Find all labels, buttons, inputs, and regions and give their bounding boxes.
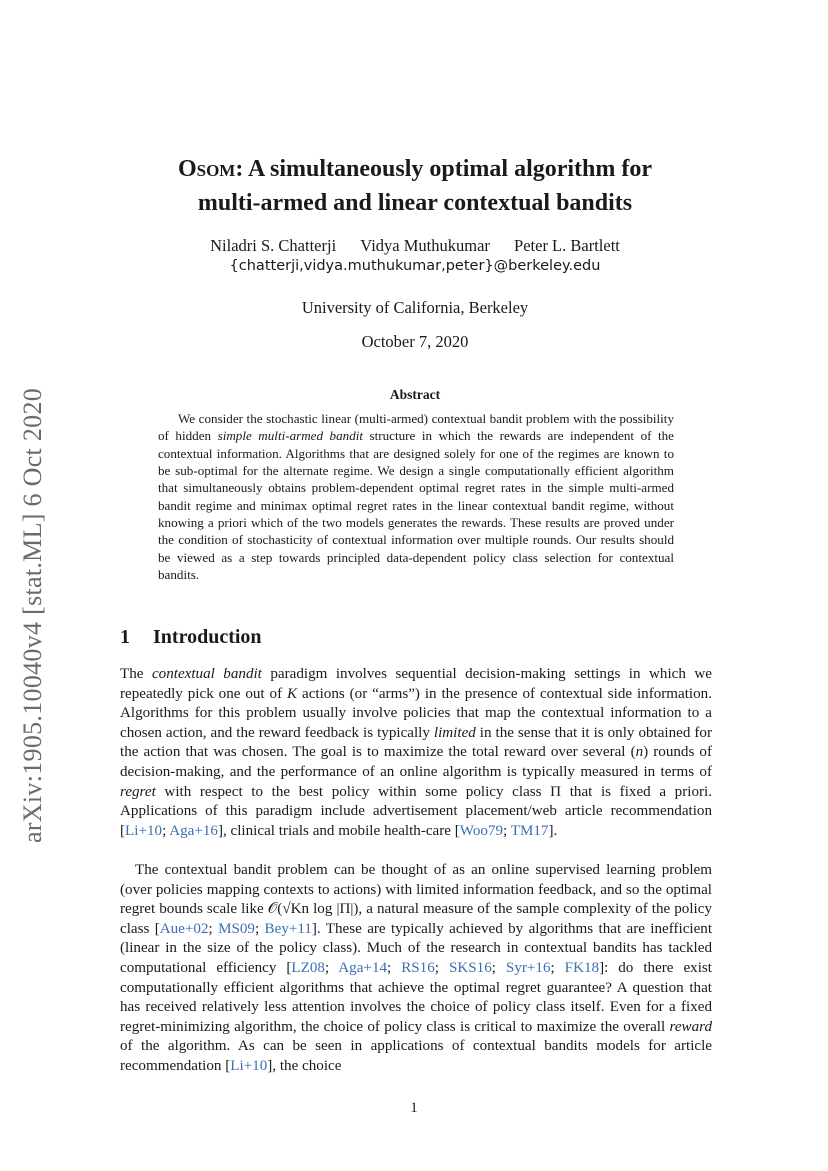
author-3: Peter L. Bartlett [514, 236, 620, 255]
author-1: Niladri S. Chatterji [210, 236, 337, 255]
citation-link[interactable]: RS16 [401, 959, 435, 976]
paper-title [100, 152, 730, 220]
citation-link[interactable]: MS09 [218, 920, 255, 937]
citation-link[interactable]: Syr+16 [505, 959, 551, 976]
citation-link[interactable]: Aga+14 [338, 959, 388, 976]
paper-date: October 7, 2020 [361, 332, 469, 351]
author-emails: {chatterji,vidya.muthukumar,peter}@berkeley.edu [229, 258, 601, 274]
title-line2: multi-armed and linear contextual bandits [197, 190, 633, 216]
abstract-body: We consider the stochastic linear (multi-armed) contextual bandit problem with the possibility of hidden simple multi-armed bandit structure in which the rewards are independent of the contextual information. Algorithms that are designed solely for one of the regimes are known to be sub-optimal for the alternate regime. We design a single computationally efficient algorithm that simultaneously obtains problem-dependent optimal regret rates in the simple multi-armed bandit regime and minimax optimal regret rates in the linear contextual bandit regime, without knowing a priori which of the two models generates the rewards. These results are proved under the condition of stochasticity of contextual information over multiple rounds. Our results should be viewed as a step towards principled data-dependent policy class selection for contextual bandits. [158, 411, 674, 583]
citation-link[interactable]: Li+10 [230, 1057, 268, 1074]
citation-link[interactable]: FK18 [564, 959, 600, 976]
citation-link[interactable]: Aue+02 [159, 920, 209, 937]
author-2: Vidya Muthukumar [360, 236, 490, 255]
page-number: 1 [410, 1100, 418, 1116]
affiliation: University of California, Berkeley [301, 298, 529, 317]
section-heading [120, 626, 262, 649]
section-number: 1 [120, 626, 130, 648]
arxiv-identifier: arXiv:1905.10040v4 [stat.ML] 6 Oct 2020 [18, 387, 47, 843]
author-list [100, 236, 730, 256]
section-title: Introduction [153, 626, 262, 648]
abstract-heading: Abstract [389, 387, 441, 402]
citation-link[interactable]: Woo79 [459, 822, 504, 839]
intro-paragraph-2: The contextual bandit problem can be thought of as an online supervised learning problem (over policies mapping contexts to actions) with limited information feedback, and so the optimal regret bounds scale like 𝒪(√Kn log |Π|), a natural measure of the sample complexity of the policy class [Aue+02; MS09; Bey+11]. These are typically achieved by algorithms that are inefficient (linear in the size of the policy class). Much of the research in contextual bandits has tackled computational efficiency [LZ08; Aga+14; RS16; SKS16; Syr+16; FK18]: do there exist computationally efficient algorithms that achieve the optimal regret guarantee? A question that has received relatively less attention involves the choice of policy class itself. Even for a fixed regret-minimizing algorithm, the choice of policy class is critical to maximize the overall reward of the algorithm. As can be seen in applications of contextual bandits models for article recommendation [Li+10], the choice [120, 862, 713, 1074]
citation-link[interactable]: Bey+11 [264, 920, 312, 937]
intro-paragraph-1: The contextual bandit paradigm involves sequential decision-making settings in which we repeatedly pick one out of K actions (or “arms”) in the presence of contextual side information. Algorithms for this problem usually involve policies that map the contextual information to a chosen action, and the reward feedback is typically limited in the sense that it is only obtained for the action that was chosen. The goal is to maximize the total reward over several (n) rounds of decision-making, and the performance of an online algorithm is typically measured in terms of regret with respect to the best policy within some policy class Π that is fixed a priori. Applications of this paradigm include advertisement placement/web article recommendation [Li+10; Aga+16], clinical trials and mobile health-care [Woo79; TM17]. [120, 666, 713, 839]
citation-link[interactable]: Aga+16 [169, 822, 218, 839]
citation-link[interactable]: LZ08 [291, 959, 325, 976]
regret-formula: 𝒪(√Kn log |Π|) [267, 901, 359, 918]
citation-link[interactable]: Li+10 [125, 822, 163, 839]
title-line1: : A simultaneously optimal algorithm for [235, 156, 653, 182]
citation-link[interactable]: TM17 [510, 822, 549, 839]
citation-link[interactable]: SKS16 [448, 959, 492, 976]
algorithm-name: Osom [177, 156, 236, 182]
